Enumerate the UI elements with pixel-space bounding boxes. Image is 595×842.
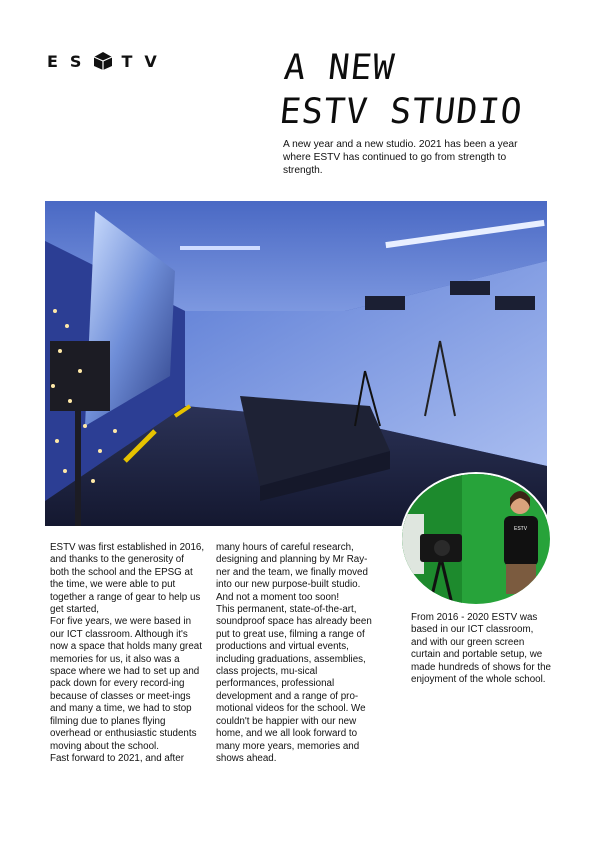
shirt-text: ESTV [514, 526, 528, 532]
body-column-2: many hours of careful research, designing and planning by Mr Ray-ner and the team, we finally moved into our new purpose-built studio. And not a moment too soon! This permanent, state-of-the-art, soundproof space has already been put to great use, filming a range of productions and virtual events, including graduations, assemblies, class projects, mu-sical performances, professional development and a range of pro-motional videos for the school. We couldn't be happier with our new home, and we all look forward to many more years, memories and shows ahead. [216, 542, 372, 764]
cube-icon [93, 51, 113, 71]
green-screen-graphic [402, 474, 550, 604]
logo-text-right: TV [121, 51, 169, 71]
intro-text: A new year and a new studio. 2021 has been a year where ESTV has continued to go from strength to strength. [283, 139, 518, 176]
title-line-2: ESTV STUDIO [277, 92, 525, 132]
page-title [277, 46, 546, 134]
title-line-1: A NEW [282, 48, 397, 88]
green-screen-photo [400, 472, 552, 606]
photo-caption: From 2016 - 2020 ESTV was based in our ICT classroom, and with our green screen curtain and portable setup, we made hundreds of shows for the enjoyment of the whole school. [411, 612, 551, 686]
body-column-1: ESTV was first established in 2016, and thanks to the generosity of both the school and the EPSG at the time, we were able to put together a range of gear to help us get started, For five years, we were based in our ICT classroom. Although it's now a space that holds many great memories for us, it also was a space where we had to set up and pack down for every record-ing because of classes or meet-ings and many a time, we had to stop filming due to planes flying overhead or enthusiastic students moving about the school. Fast forward to 2021, and after [50, 542, 205, 764]
logo-text-left: ES [47, 51, 94, 71]
estv-logo [47, 50, 169, 72]
